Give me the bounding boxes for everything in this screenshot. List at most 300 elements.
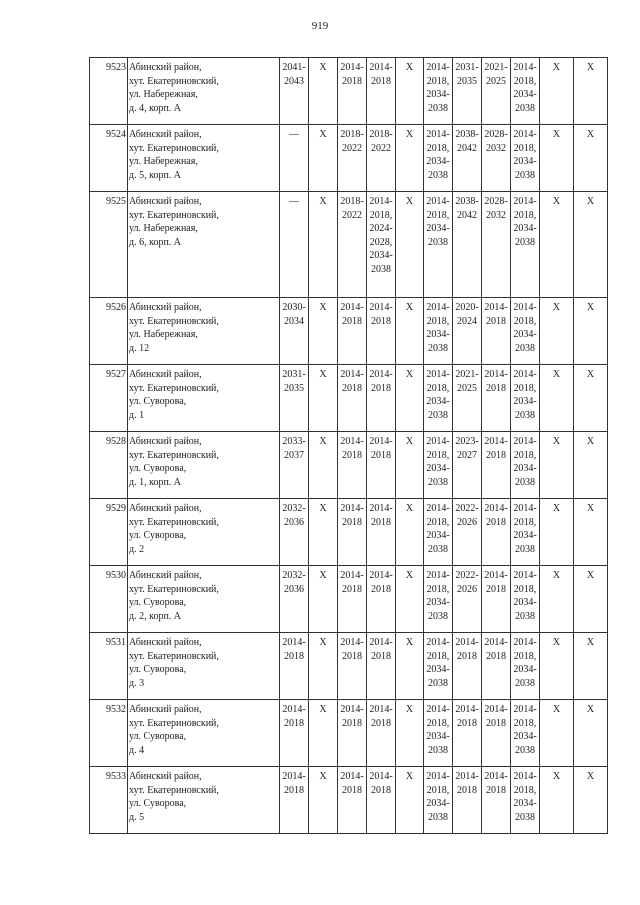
period-cell xyxy=(280,432,309,499)
mark-cell xyxy=(574,192,608,298)
period-cell xyxy=(511,767,540,834)
cell-line: 2018 xyxy=(486,650,506,662)
period-cell xyxy=(367,432,396,499)
cell-line: X xyxy=(586,771,595,782)
period-cell xyxy=(280,298,309,365)
cell-line: 2035 xyxy=(284,382,304,394)
period-cell xyxy=(338,633,367,700)
period-cell xyxy=(280,700,309,767)
period-cell xyxy=(338,432,367,499)
cell-line: 2031- xyxy=(455,62,479,73)
address-line: ул. Суворова, xyxy=(129,463,187,474)
cell-line: 2038- xyxy=(455,196,479,207)
period-cell xyxy=(338,365,367,432)
mark-cell xyxy=(540,700,574,767)
address-cell xyxy=(128,192,280,298)
period-cell xyxy=(482,192,511,298)
cell-line: X xyxy=(552,62,561,73)
cell-line: X xyxy=(552,436,561,447)
mark-cell xyxy=(540,298,574,365)
period-cell xyxy=(482,499,511,566)
address-line: д. 4, корп. А xyxy=(129,102,182,114)
cell-line: 2014- xyxy=(340,503,364,514)
mark-cell xyxy=(574,566,608,633)
cell-line: 2014- xyxy=(513,436,537,447)
cell-line: 2038 xyxy=(428,102,448,114)
cell-line: X xyxy=(405,704,414,715)
row-number: 9526 xyxy=(90,298,128,365)
mark-cell xyxy=(309,58,338,125)
address-line: хут. Екатериновский, xyxy=(129,75,219,87)
cell-line: X xyxy=(552,570,561,581)
cell-line: 2018 xyxy=(371,315,391,327)
cell-line: 2014- xyxy=(369,436,393,447)
cell-line: 2027 xyxy=(457,449,477,461)
cell-line: X xyxy=(552,369,561,380)
cell-line: 2018, xyxy=(513,75,537,87)
cell-line: 2022 xyxy=(342,209,362,221)
table-row xyxy=(90,365,608,432)
mark-cell xyxy=(396,125,424,192)
cell-line: 2038 xyxy=(428,169,448,181)
period-cell xyxy=(280,633,309,700)
cell-line: 2034- xyxy=(513,396,537,407)
cell-line: 2026 xyxy=(457,583,477,595)
cell-line: X xyxy=(319,369,327,380)
period-cell xyxy=(482,633,511,700)
cell-line: 2028- xyxy=(484,196,508,207)
address-cell xyxy=(128,566,280,633)
cell-line: 2014- xyxy=(340,369,364,380)
cell-line: 2018 xyxy=(486,784,506,796)
period-cell xyxy=(482,298,511,365)
cell-line: 2025 xyxy=(457,382,477,394)
cell-line: 2014- xyxy=(340,436,364,447)
cell-line: 2018 xyxy=(371,516,391,528)
cell-line: 2014- xyxy=(426,771,450,782)
cell-line: 2014- xyxy=(282,637,306,648)
cell-line: 2038 xyxy=(515,169,535,181)
period-cell xyxy=(338,499,367,566)
address-cell xyxy=(128,700,280,767)
cell-line: 2014- xyxy=(484,704,508,715)
address-line: хут. Екатериновский, xyxy=(129,382,219,394)
cell-line: 2014- xyxy=(369,369,393,380)
cell-line: 2014- xyxy=(340,62,364,73)
mark-cell xyxy=(574,298,608,365)
period-cell xyxy=(482,365,511,432)
cell-line: 2034- xyxy=(426,530,450,541)
cell-line: 2014- xyxy=(369,196,393,207)
cell-line: 2018 xyxy=(486,315,506,327)
cell-line: 2034- xyxy=(513,463,537,474)
cell-line: X xyxy=(319,704,327,715)
cell-line: 2014- xyxy=(369,704,393,715)
row-number: 9523 xyxy=(90,58,128,125)
period-cell xyxy=(338,192,367,298)
cell-line: 2014- xyxy=(484,436,508,447)
cell-line: X xyxy=(405,196,414,207)
period-cell xyxy=(367,298,396,365)
cell-line: 2018 xyxy=(486,717,506,729)
cell-line: X xyxy=(319,302,327,313)
mark-cell xyxy=(540,192,574,298)
cell-line: 2025 xyxy=(486,75,506,87)
cell-line: 2028, xyxy=(369,236,393,248)
cell-line: 2018 xyxy=(342,449,362,461)
period-cell xyxy=(511,700,540,767)
cell-line: X xyxy=(319,637,327,648)
mark-cell xyxy=(396,499,424,566)
mark-cell xyxy=(540,58,574,125)
row-number: 9528 xyxy=(90,432,128,499)
cell-line: 2014- xyxy=(426,302,450,313)
cell-line: 2018 xyxy=(342,75,362,87)
cell-line: 2014- xyxy=(484,771,508,782)
mark-cell xyxy=(574,125,608,192)
cell-line: 2014- xyxy=(513,704,537,715)
cell-line: 2038 xyxy=(428,677,448,689)
mark-cell xyxy=(309,499,338,566)
address-line: ул. Набережная, xyxy=(129,156,198,167)
period-cell xyxy=(424,566,453,633)
period-cell xyxy=(280,499,309,566)
cell-line: 2023- xyxy=(455,436,479,447)
cell-line: 2018 xyxy=(342,650,362,662)
address-line: Абинский район, xyxy=(129,369,202,380)
cell-line: 2018, xyxy=(513,583,537,595)
cell-line: 2032 xyxy=(486,142,506,154)
period-cell xyxy=(482,58,511,125)
mark-cell xyxy=(309,125,338,192)
cell-line: — xyxy=(289,129,299,140)
period-cell xyxy=(338,767,367,834)
cell-line: 2034- xyxy=(513,156,537,167)
cell-line: 2014- xyxy=(426,436,450,447)
cell-line: 2043 xyxy=(284,75,304,87)
address-line: Абинский район, xyxy=(129,129,202,140)
address-cell xyxy=(128,499,280,566)
period-cell xyxy=(482,767,511,834)
registry-table xyxy=(89,57,608,834)
row-number: 9530 xyxy=(90,566,128,633)
cell-line: 2032 xyxy=(486,209,506,221)
mark-cell xyxy=(540,432,574,499)
cell-line: 2014- xyxy=(455,637,479,648)
mark-cell xyxy=(540,633,574,700)
cell-line: 2014- xyxy=(340,704,364,715)
cell-line: 2018, xyxy=(426,142,450,154)
period-cell xyxy=(453,633,482,700)
period-cell xyxy=(453,499,482,566)
period-cell xyxy=(453,432,482,499)
cell-line: 2038 xyxy=(428,744,448,756)
address-line: д. 3 xyxy=(129,677,145,689)
period-cell xyxy=(338,298,367,365)
address-line: ул. Набережная, xyxy=(129,329,198,340)
address-line: Абинский район, xyxy=(129,771,202,782)
address-line: ул. Суворова, xyxy=(129,597,187,608)
cell-line: 2036 xyxy=(284,583,304,595)
address-line: хут. Екатериновский, xyxy=(129,516,219,528)
period-cell xyxy=(367,58,396,125)
period-cell xyxy=(511,125,540,192)
address-cell xyxy=(128,767,280,834)
period-cell xyxy=(482,566,511,633)
cell-line: X xyxy=(552,129,561,140)
cell-line: 2034 xyxy=(284,315,304,327)
period-cell xyxy=(280,566,309,633)
address-line: д. 5 xyxy=(129,811,145,823)
cell-line: 2018, xyxy=(513,315,537,327)
period-cell xyxy=(511,192,540,298)
address-line: ул. Суворова, xyxy=(129,664,187,675)
cell-line: 2038 xyxy=(515,102,535,114)
cell-line: 2034- xyxy=(513,530,537,541)
period-cell xyxy=(280,365,309,432)
cell-line: 2014- xyxy=(340,771,364,782)
cell-line: X xyxy=(586,503,595,514)
cell-line: 2034- xyxy=(513,89,537,100)
address-line: д. 1, корп. А xyxy=(129,476,182,488)
cell-line: 2014- xyxy=(426,369,450,380)
address-line: хут. Екатериновский, xyxy=(129,142,219,154)
address-line: ул. Набережная, xyxy=(129,223,198,234)
cell-line: X xyxy=(319,196,327,207)
cell-line: 2014- xyxy=(369,62,393,73)
cell-line: 2031- xyxy=(282,369,306,380)
cell-line: X xyxy=(405,62,414,73)
cell-line: 2018 xyxy=(457,717,477,729)
cell-line: 2014- xyxy=(426,570,450,581)
mark-cell xyxy=(309,700,338,767)
cell-line: 2038 xyxy=(428,236,448,248)
cell-line: 2014- xyxy=(513,503,537,514)
cell-line: 2034- xyxy=(426,396,450,407)
cell-line: 2038 xyxy=(428,476,448,488)
cell-line: 2014- xyxy=(513,369,537,380)
address-line: хут. Екатериновский, xyxy=(129,650,219,662)
mark-cell xyxy=(540,767,574,834)
cell-line: 2038 xyxy=(515,476,535,488)
table-row xyxy=(90,432,608,499)
table-row xyxy=(90,298,608,365)
address-line: хут. Екатериновский, xyxy=(129,209,219,221)
cell-line: 2033- xyxy=(282,436,306,447)
cell-line: 2021- xyxy=(455,369,479,380)
cell-line: 2030- xyxy=(282,302,306,313)
cell-line: X xyxy=(552,302,561,313)
address-line: Абинский район, xyxy=(129,570,202,581)
cell-line: 2014- xyxy=(484,570,508,581)
address-line: хут. Екатериновский, xyxy=(129,583,219,595)
cell-line: 2018 xyxy=(371,583,391,595)
cell-line: 2014- xyxy=(282,771,306,782)
address-line: д. 2, корп. А xyxy=(129,610,182,622)
cell-line: 2022 xyxy=(342,142,362,154)
period-cell xyxy=(338,58,367,125)
cell-line: 2038 xyxy=(515,409,535,421)
cell-line: 2014- xyxy=(369,570,393,581)
period-cell xyxy=(424,365,453,432)
cell-line: 2018, xyxy=(426,382,450,394)
table-row xyxy=(90,58,608,125)
cell-line: 2034- xyxy=(369,250,393,261)
period-cell xyxy=(338,125,367,192)
table-row xyxy=(90,700,608,767)
cell-line: 2014- xyxy=(282,704,306,715)
table-row xyxy=(90,192,608,298)
cell-line: 2014- xyxy=(426,196,450,207)
cell-line: X xyxy=(586,62,595,73)
cell-line: 2038 xyxy=(515,342,535,354)
period-cell xyxy=(338,566,367,633)
cell-line: 2038 xyxy=(428,811,448,823)
address-line: д. 5, корп. А xyxy=(129,169,182,181)
mark-cell xyxy=(309,298,338,365)
cell-line: 2037 xyxy=(284,449,304,461)
cell-line: 2024 xyxy=(457,315,477,327)
cell-line: X xyxy=(552,704,561,715)
mark-cell xyxy=(396,298,424,365)
cell-line: 2014- xyxy=(426,503,450,514)
cell-line: 2014- xyxy=(369,302,393,313)
cell-line: 2034- xyxy=(513,223,537,234)
cell-line: 2018, xyxy=(513,449,537,461)
cell-line: 2014- xyxy=(455,704,479,715)
cell-line: 2018- xyxy=(340,129,364,140)
cell-line: 2026 xyxy=(457,516,477,528)
cell-line: 2035 xyxy=(457,75,477,87)
period-cell xyxy=(367,125,396,192)
cell-line: X xyxy=(586,302,595,313)
period-cell xyxy=(453,58,482,125)
cell-line: 2014- xyxy=(513,771,537,782)
cell-line: 2038 xyxy=(428,409,448,421)
page-number: 919 xyxy=(311,20,329,32)
period-cell xyxy=(482,700,511,767)
cell-line: X xyxy=(586,196,595,207)
mark-cell xyxy=(309,365,338,432)
cell-line: X xyxy=(586,369,595,380)
cell-line: 2018- xyxy=(340,196,364,207)
period-cell xyxy=(424,767,453,834)
cell-line: 2014- xyxy=(513,570,537,581)
cell-line: 2014- xyxy=(513,62,537,73)
address-line: д. 2 xyxy=(129,543,145,555)
cell-line: 2014- xyxy=(426,704,450,715)
cell-line: 2018 xyxy=(284,717,304,729)
mark-cell xyxy=(309,566,338,633)
mark-cell xyxy=(396,767,424,834)
cell-line: 2034- xyxy=(426,329,450,340)
address-line: Абинский район, xyxy=(129,637,202,648)
cell-line: 2041- xyxy=(282,62,306,73)
cell-line: 2038 xyxy=(515,811,535,823)
table-row xyxy=(90,125,608,192)
cell-line: 2042 xyxy=(457,209,477,221)
cell-line: 2038 xyxy=(515,236,535,248)
cell-line: X xyxy=(586,570,595,581)
cell-line: 2036 xyxy=(284,516,304,528)
cell-line: 2018 xyxy=(342,784,362,796)
cell-line: 2034- xyxy=(426,597,450,608)
address-cell xyxy=(128,298,280,365)
address-line: Абинский район, xyxy=(129,436,202,447)
cell-line: 2018, xyxy=(513,516,537,528)
cell-line: X xyxy=(319,62,327,73)
cell-line: X xyxy=(586,704,595,715)
mark-cell xyxy=(396,365,424,432)
cell-line: 2022- xyxy=(455,570,479,581)
cell-line: 2018, xyxy=(426,315,450,327)
cell-line: 2034- xyxy=(513,329,537,340)
address-line: ул. Набережная, xyxy=(129,89,198,100)
cell-line: 2018 xyxy=(486,382,506,394)
cell-line: X xyxy=(319,771,327,782)
cell-line: 2014- xyxy=(484,369,508,380)
cell-line: 2022 xyxy=(371,142,391,154)
row-number: 9527 xyxy=(90,365,128,432)
period-cell xyxy=(511,432,540,499)
cell-line: 2014- xyxy=(484,637,508,648)
cell-line: X xyxy=(586,436,595,447)
cell-line: 2042 xyxy=(457,142,477,154)
period-cell xyxy=(482,125,511,192)
cell-line: 2034- xyxy=(426,156,450,167)
row-number: 9525 xyxy=(90,192,128,298)
table-body xyxy=(90,58,608,834)
mark-cell xyxy=(396,700,424,767)
period-cell xyxy=(424,125,453,192)
cell-line: 2014- xyxy=(369,771,393,782)
cell-line: 2014- xyxy=(340,302,364,313)
cell-line: 2018 xyxy=(486,516,506,528)
table-row xyxy=(90,767,608,834)
cell-line: 2018 xyxy=(284,784,304,796)
mark-cell xyxy=(309,432,338,499)
cell-line: 2018, xyxy=(513,650,537,662)
address-cell xyxy=(128,633,280,700)
cell-line: 2038 xyxy=(515,677,535,689)
row-number: 9531 xyxy=(90,633,128,700)
mark-cell xyxy=(574,432,608,499)
cell-line: X xyxy=(405,771,414,782)
cell-line: 2032- xyxy=(282,570,306,581)
cell-line: X xyxy=(552,771,561,782)
cell-line: 2014- xyxy=(513,129,537,140)
cell-line: 2018, xyxy=(426,75,450,87)
cell-line: 2014- xyxy=(426,62,450,73)
address-cell xyxy=(128,125,280,192)
cell-line: 2018, xyxy=(513,382,537,394)
cell-line: X xyxy=(405,503,414,514)
cell-line: 2034- xyxy=(513,731,537,742)
cell-line: 2018, xyxy=(426,583,450,595)
address-cell xyxy=(128,365,280,432)
cell-line: 2014- xyxy=(513,302,537,313)
cell-line: 2034- xyxy=(426,223,450,234)
cell-line: 2018 xyxy=(457,784,477,796)
cell-line: X xyxy=(405,570,414,581)
mark-cell xyxy=(540,566,574,633)
period-cell xyxy=(280,192,309,298)
period-cell xyxy=(424,298,453,365)
cell-line: 2018 xyxy=(371,382,391,394)
row-number: 9524 xyxy=(90,125,128,192)
cell-line: 2014- xyxy=(513,196,537,207)
period-cell xyxy=(367,700,396,767)
